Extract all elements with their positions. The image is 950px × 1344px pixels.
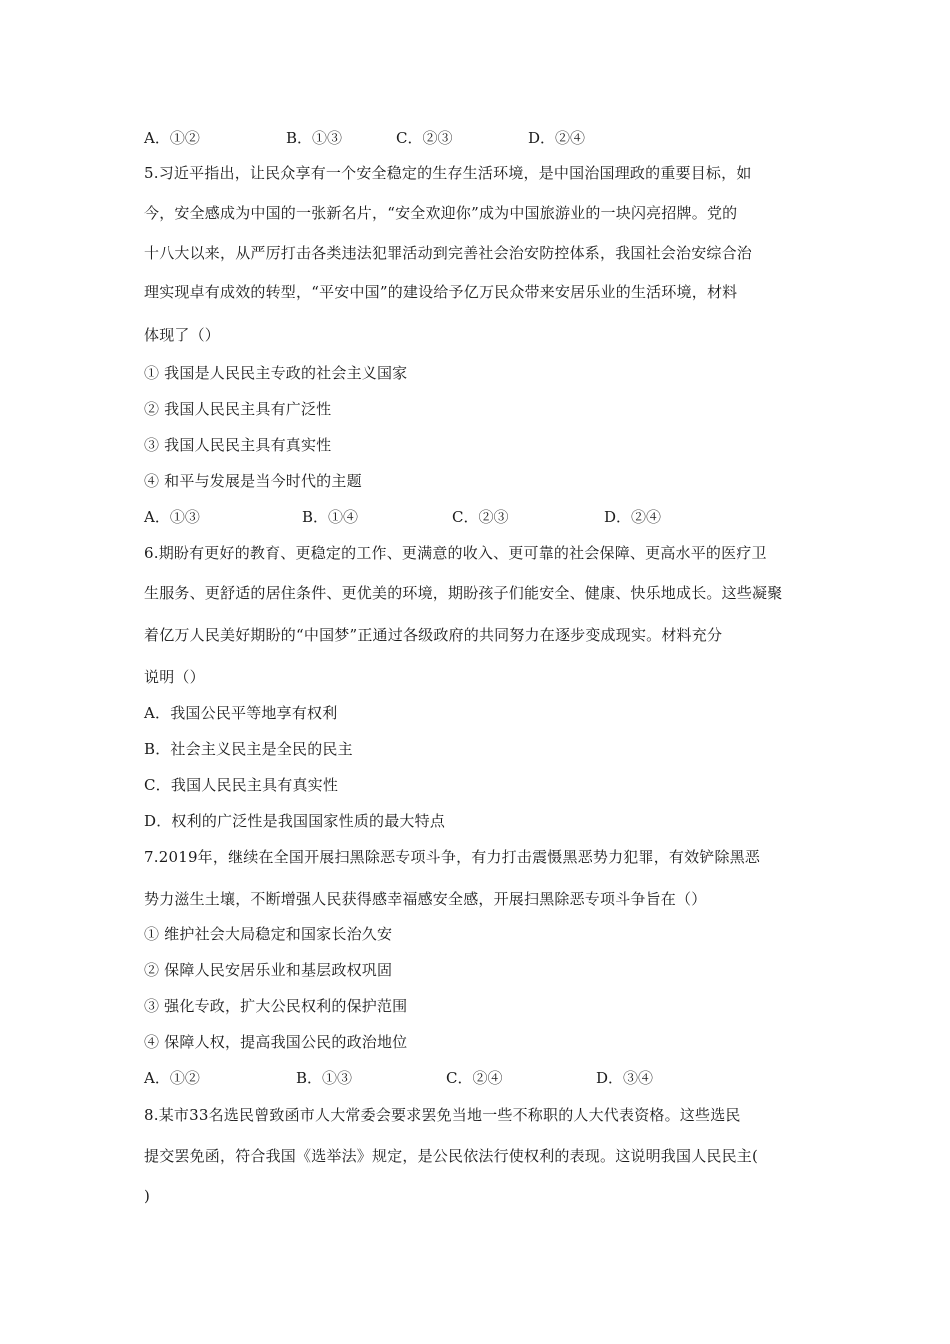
q5-text-line: 今，安全感成为中国的一张新名片，“安全欢迎你”成为中国旅游业的一块闪亮招牌。党的 — [144, 204, 738, 222]
q6-text-line: 生服务、更舒适的居住条件、更优美的环境，期盼孩子们能安全、健康、快乐地成长。这些凝聚 — [144, 584, 783, 602]
q6-choice-c: C．我国人民民主具有真实性 — [144, 776, 339, 794]
q5-text-line: 理实现卓有成效的转型，“平安中国”的建设给予亿万民众带来安居乐业的生活环境，材料 — [144, 283, 738, 301]
q7-text-line: 势力滋生土壤，不断增强人民获得感幸福感安全感，开展扫黑除恶专项斗争旨在（） — [144, 890, 707, 908]
q5-option-d: D．②④ — [604, 508, 662, 526]
q8-text-line: 8.某市33名选民曾致函市人大常委会要求罢免当地一些不称职的人大代表资格。这些选民 — [144, 1106, 741, 1124]
q5-statement-3: ③ 我国人民民主具有真实性 — [144, 436, 332, 454]
q4-option-a: A．①② — [144, 129, 200, 147]
q7-statement-1: ① 维护社会大局稳定和国家长治久安 — [144, 925, 393, 943]
q7-option-c: C．②④ — [446, 1069, 503, 1087]
q7-options — [144, 1068, 808, 1088]
q6-choice-b: B．社会主义民主是全民的民主 — [144, 740, 353, 758]
q7-option-b: B．①③ — [296, 1069, 353, 1087]
q5-text-line: 十八大以来，从严厉打击各类违法犯罪活动到完善社会治安防控体系，我国社会治安综合治 — [144, 244, 753, 262]
q7-text-line: 7.2019年，继续在全国开展扫黑除恶专项斗争，有力打击震慑黑恶势力犯罪，有效铲除黑恶 — [144, 848, 761, 866]
q7-option-a: A．①② — [144, 1069, 200, 1087]
q7-statement-2: ② 保障人民安居乐业和基层政权巩固 — [144, 961, 393, 979]
q4-option-c: C．②③ — [396, 129, 453, 147]
q6-text-line: 6.期盼有更好的教育、更稳定的工作、更满意的收入、更可靠的社会保障、更高水平的医疗卫 — [144, 544, 767, 562]
q5-text-line: 体现了（） — [144, 326, 221, 344]
q6-choice-d: D．权利的广泛性是我国国家性质的最大特点 — [144, 812, 446, 830]
q5-option-b: B．①④ — [302, 508, 359, 526]
q5-statement-4: ④ 和平与发展是当今时代的主题 — [144, 472, 362, 490]
q4-option-d: D．②④ — [528, 129, 586, 147]
q7-statement-4: ④ 保障人权，提高我国公民的政治地位 — [144, 1033, 408, 1051]
q4-options — [144, 128, 808, 148]
q8-text-line: ) — [144, 1187, 151, 1205]
q5-options — [144, 507, 808, 527]
q5-text-line: 5.习近平指出，让民众享有一个安全稳定的生存生活环境，是中国治国理政的重要目标，如 — [144, 164, 752, 182]
q7-option-d: D．③④ — [596, 1069, 654, 1087]
q5-statement-2: ② 我国人民民主具有广泛性 — [144, 400, 332, 418]
q8-text-line: 提交罢免函，符合我国《选举法》规定，是公民依法行使权利的表现。这说明我国人民民主( — [144, 1147, 759, 1165]
q6-choice-a: A．我国公民平等地享有权利 — [144, 704, 338, 722]
q5-option-a: A．①③ — [144, 508, 200, 526]
q5-option-c: C．②③ — [452, 508, 509, 526]
q4-option-b: B．①③ — [286, 129, 343, 147]
q6-text-line: 着亿万人民美好期盼的“中国梦”正通过各级政府的共同努力在逐步变成现实。材料充分 — [144, 626, 723, 644]
q6-text-line: 说明（） — [144, 668, 205, 686]
q5-statement-1: ① 我国是人民民主专政的社会主义国家 — [144, 364, 408, 382]
q7-statement-3: ③ 强化专政，扩大公民权利的保护范围 — [144, 997, 408, 1015]
